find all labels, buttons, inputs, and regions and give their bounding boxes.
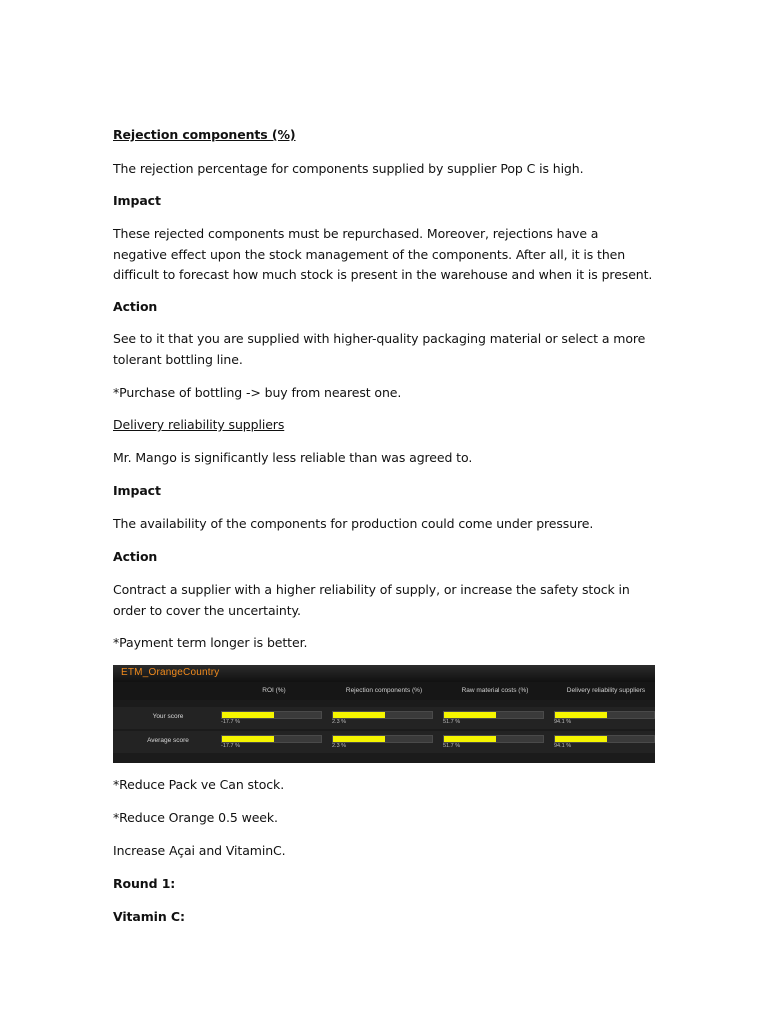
note-payment-term: *Payment term longer is better. <box>113 635 308 650</box>
score-bar-fill <box>222 712 274 718</box>
row-label: Average score <box>147 737 189 744</box>
score-bar-fill <box>555 712 607 718</box>
score-bar <box>332 735 433 743</box>
paragraph-impact-rejection: These rejected components must be repurchased. Moreover, rejections have a negative effect upon the stock management of the components. After all, it is then difficult to forecast how much stock is present in the warehouse and when it is present. <box>113 226 653 282</box>
score-value: -17.7 % <box>221 743 240 749</box>
note-increase-acai: Increase Açai and VitaminC. <box>113 843 286 858</box>
score-bar <box>443 735 544 743</box>
paragraph-availability: The availability of the components for production could come under pressure. <box>113 516 594 531</box>
score-bar <box>554 735 655 743</box>
row-label: Your score <box>152 713 184 720</box>
score-value: 94.1 % <box>554 719 572 725</box>
column-header: Raw material costs (%) <box>461 687 529 694</box>
note-reduce-orange: *Reduce Orange 0.5 week. <box>113 810 278 825</box>
score-bar-fill <box>444 712 496 718</box>
heading-round-1: Round 1: <box>113 876 176 891</box>
dashboard-screenshot <box>113 665 655 763</box>
score-bar <box>332 711 433 719</box>
heading-delivery-reliability: Delivery reliability suppliers <box>113 417 285 432</box>
score-bar-fill <box>444 736 496 742</box>
score-bar <box>221 735 322 743</box>
subheading-impact-2: Impact <box>113 483 161 498</box>
score-value: 94.1 % <box>554 743 572 749</box>
score-value: -17.7 % <box>221 719 240 725</box>
score-bar-fill <box>555 736 607 742</box>
heading-rejection-components: Rejection components (%) <box>113 127 296 142</box>
score-bar-fill <box>333 712 385 718</box>
subheading-action-2: Action <box>113 549 158 564</box>
heading-vitamin-c: Vitamin C: <box>113 909 185 924</box>
score-bar-fill <box>333 736 385 742</box>
subheading-impact: Impact <box>113 193 161 208</box>
column-header: Delivery reliability suppliers <box>566 687 646 694</box>
score-value: 51.7 % <box>443 743 461 749</box>
score-value: 51.7 % <box>443 719 461 725</box>
column-header: Rejection components (%) <box>345 687 423 694</box>
dashboard-title: ETM_OrangeCountry <box>121 667 220 678</box>
paragraph-action-packaging: See to it that you are supplied with higher-quality packaging material or select a more tolerant bottling line. <box>113 331 646 367</box>
score-bar <box>554 711 655 719</box>
note-reduce-pack: *Reduce Pack ve Can stock. <box>113 777 285 792</box>
score-bar <box>443 711 544 719</box>
paragraph-action-supplier: Contract a supplier with a higher reliability of supply, or increase the safety stock in order to cover the uncertainty. <box>113 582 630 618</box>
subheading-action: Action <box>113 299 158 314</box>
score-bar <box>221 711 322 719</box>
score-value: 2.3 % <box>332 719 347 725</box>
score-bar-fill <box>222 736 274 742</box>
score-value: 2.3 % <box>332 743 347 749</box>
note-purchase-bottling: *Purchase of bottling -> buy from nearest one. <box>113 385 402 400</box>
column-header: ROI (%) <box>262 687 286 694</box>
paragraph-mango-reliability: Mr. Mango is significantly less reliable than was agreed to. <box>113 450 473 465</box>
paragraph-rejection-summary: The rejection percentage for components supplied by supplier Pop C is high. <box>113 161 584 176</box>
